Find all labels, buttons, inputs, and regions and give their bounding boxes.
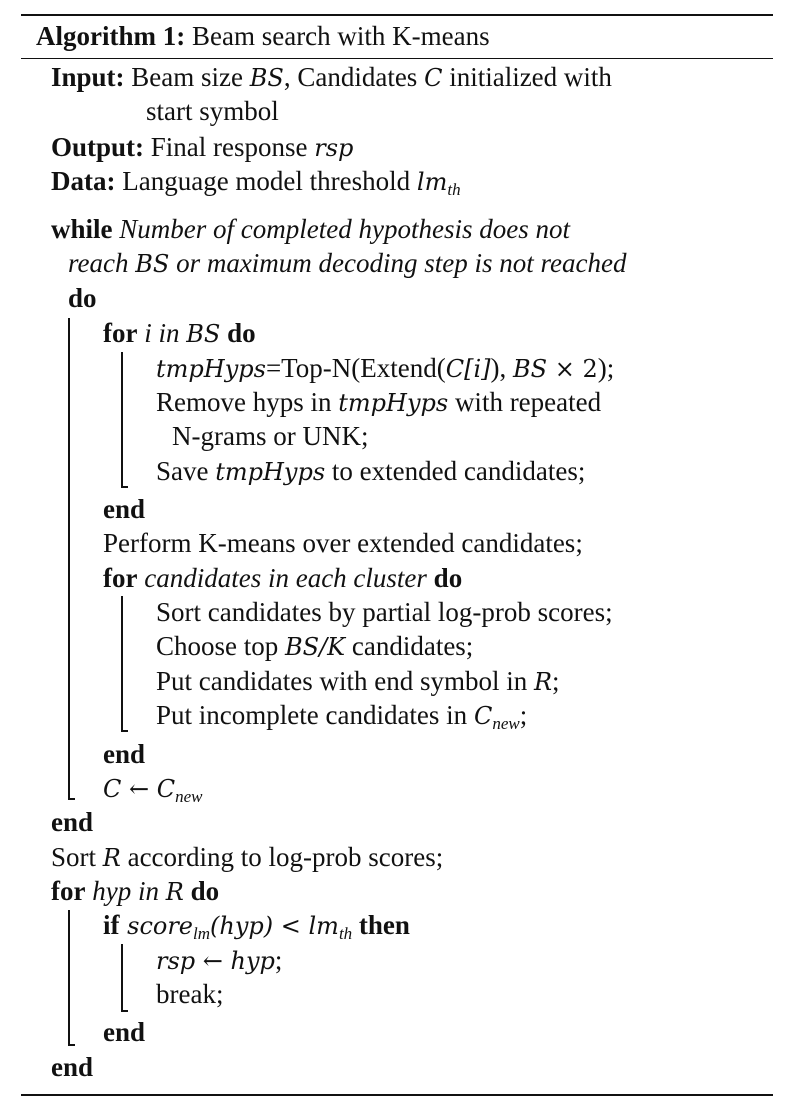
data-line: Data: Language model threshold $lm_{th}$	[51, 166, 461, 199]
remove-line-continued: N-grams or UNK;	[172, 421, 369, 451]
top-rule	[21, 14, 773, 16]
for-hyp-line: for hyp in R do	[51, 876, 220, 906]
if-line: if score$_{lm}$(hyp) < $lm_{th}$ then	[103, 910, 410, 943]
for-cluster-block-bar	[121, 596, 123, 730]
sort-candidates-line: Sort candidates by partial log-prob scores;	[156, 597, 613, 627]
for-hyp-block-tick	[68, 1044, 75, 1046]
remove-line: Remove hyps in tmpHyps with repeated	[156, 387, 602, 417]
output-line: Output: Final response rsp	[51, 132, 354, 162]
tmphyps-line: tmpHyps=Top-N(Extend(C[i]), BS × 2);	[156, 353, 615, 383]
choose-top-line: Choose top BS/K candidates;	[156, 631, 474, 661]
input-line: Input: Beam size BS, Candidates C initialized with	[51, 62, 612, 92]
for-cluster-line: for candidates in each cluster do	[103, 563, 463, 593]
if-block-bar	[121, 944, 123, 1010]
end-for-hyp: end	[51, 1052, 94, 1082]
for-hyp-block-bar	[68, 910, 70, 1044]
bottom-rule	[21, 1094, 773, 1096]
end-if: end	[103, 1017, 146, 1047]
save-line: Save tmpHyps to extended candidates;	[156, 456, 586, 486]
if-block-tick	[121, 1010, 128, 1012]
while-do: do	[68, 283, 97, 313]
put-incomplete-line: Put incomplete candidates in $C_{new}$;	[156, 700, 528, 733]
for-i-block-bar	[121, 352, 123, 486]
input-line-continued: start symbol	[146, 96, 279, 126]
while-block-bar	[68, 318, 70, 798]
algorithm-name: Beam search with K-means	[191, 21, 490, 51]
end-while: end	[51, 807, 94, 837]
while-line-continued: reach BS or maximum decoding step is not reached	[68, 248, 627, 278]
assign-line: C ← $C_{new}$	[103, 775, 203, 806]
for-i-line: for i in BS do	[103, 318, 256, 348]
sort-r-line: Sort R according to log-prob scores;	[51, 842, 444, 872]
put-end-line: Put candidates with end symbol in R;	[156, 666, 560, 696]
algorithm-title	[36, 19, 490, 53]
end-for-cluster: end	[103, 739, 146, 769]
for-i-block-tick	[121, 486, 128, 488]
algorithm-number: Algorithm 1:	[36, 21, 186, 51]
for-cluster-block-tick	[121, 730, 128, 732]
title-rule	[21, 58, 773, 59]
rsp-assign-line: rsp ← hyp;	[156, 945, 283, 975]
break-line: break;	[156, 979, 224, 1009]
while-line: while Number of completed hypothesis does not	[51, 214, 570, 244]
kmeans-line: Perform K-means over extended candidates;	[103, 528, 583, 558]
while-block-tick	[68, 798, 75, 800]
end-for-i: end	[103, 494, 146, 524]
